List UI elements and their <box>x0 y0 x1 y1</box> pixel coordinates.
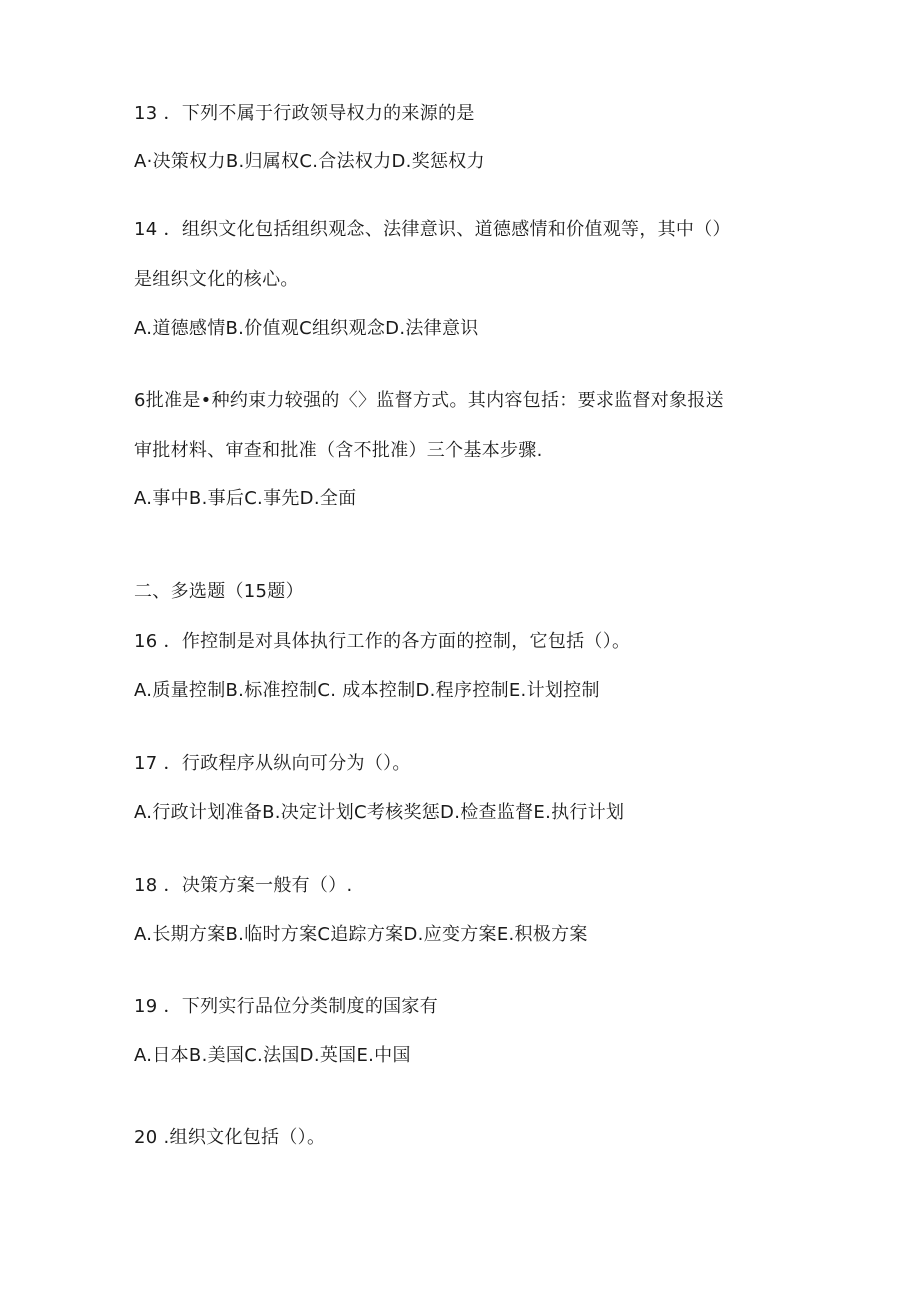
question-18-options: A.长期方案B.临时方案C追踪方案D.应变方案E.积极方案 <box>134 924 588 945</box>
question-20-stem: 20 .组织文化包括（）。 <box>134 1127 326 1148</box>
question-14-options: A.道德感情B.价值观C组织观念D.法律意识 <box>134 318 479 339</box>
question-17-options: A.行政计划准备B.决定计划C考核奖惩D.检查监督E.执行计划 <box>134 802 625 823</box>
question-15-stem-line-1: 6批准是•种约束力较强的〈〉监督方式。其内容包括：要求监督对象报送 <box>134 390 724 411</box>
section-heading-multiple-choice: 二、多选题（15题） <box>134 581 304 602</box>
question-19-stem: 19 ．下列实行品位分类制度的国家有 <box>134 996 439 1017</box>
question-15-stem-line-2: 审批材料、审查和批准（含不批准）三个基本步骤. <box>134 440 543 461</box>
question-17-stem: 17 ．行政程序从纵向可分为（）。 <box>134 753 411 774</box>
question-16-options: A.质量控制B.标准控制C. 成本控制D.程序控制E.计划控制 <box>134 680 600 701</box>
question-13-stem: 13 ．下列不属于行政领导权力的来源的是 <box>134 103 475 124</box>
question-15-options: A.事中B.事后C.事先D.全面 <box>134 488 357 509</box>
question-16-stem: 16 ．作控制是对具体执行工作的各方面的控制，它包括（）。 <box>134 631 631 652</box>
question-14-stem-line-1: 14 ．组织文化包括组织观念、法律意识、道德感情和价值观等，其中（） <box>134 219 731 240</box>
question-13-options: A·决策权力B.归属权C.合法权力D.奖惩权力 <box>134 151 485 172</box>
question-14-stem-line-2: 是组织文化的核心。 <box>134 269 299 290</box>
question-19-options: A.日本B.美国C.法国D.英国E.中国 <box>134 1045 411 1066</box>
question-18-stem: 18 ．决策方案一般有（）. <box>134 875 353 896</box>
